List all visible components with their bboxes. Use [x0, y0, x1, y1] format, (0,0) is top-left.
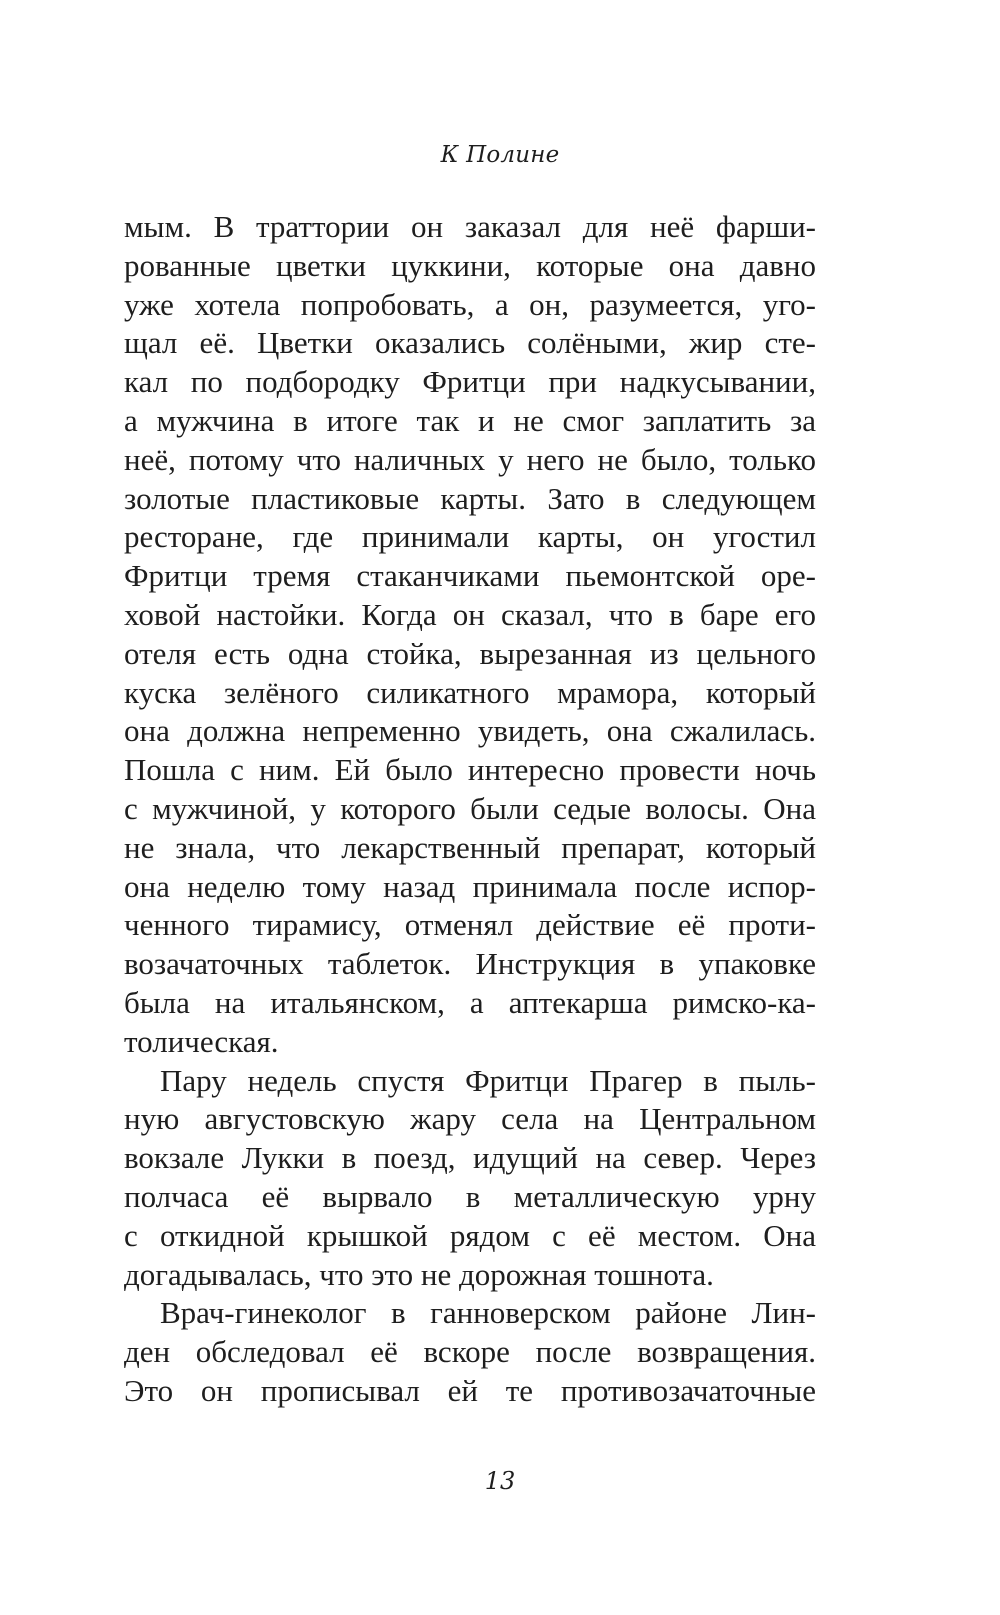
- text-line: а мужчина в итоге так и не смог заплатить за: [124, 402, 816, 438]
- paragraph-first-line: Пару недель спустя Фритци Прагер в пыль-: [160, 1062, 816, 1098]
- body-text: [124, 208, 816, 1411]
- paragraph-end-line: толическая.: [124, 1023, 279, 1059]
- text-line: щал её. Цветки оказались солёными, жир сте-: [124, 325, 816, 361]
- text-line: Пошла с ним. Ей было интересно провести ночь: [124, 752, 816, 788]
- text-line: ховой настойки. Когда он сказал, что в баре его: [124, 596, 816, 632]
- text-line: она неделю тому назад принимала после испор-: [124, 868, 816, 904]
- text-line: полчаса её вырвало в металлическую урну: [124, 1178, 816, 1214]
- text-line: ресторане, где принимали карты, он угостил: [124, 519, 816, 555]
- text-line: Это он прописывал ей те противозачаточные: [124, 1372, 816, 1408]
- text-line: уже хотела попробовать, а он, разумеется, уго-: [124, 286, 816, 322]
- text-line: кал по подбородку Фритци при надкусывании,: [124, 364, 816, 400]
- text-line: возачаточных таблеток. Инструкция в упаковке: [124, 946, 816, 982]
- running-head: К Полине: [440, 142, 560, 168]
- text-line: она должна непременно увидеть, она сжалилась.: [124, 713, 816, 749]
- text-line: с мужчиной, у которого были седые волосы. Она: [124, 790, 816, 826]
- text-line: ден обследовал её вскоре после возвращения.: [124, 1334, 816, 1370]
- text-line: неё, потому что наличных у него не было, только: [124, 441, 816, 477]
- paragraph-first-line: Врач-гинеколог в ганноверском районе Лин-: [160, 1295, 816, 1331]
- page-number: 13: [484, 1467, 516, 1495]
- text-line: ную августовскую жару села на Центральном: [124, 1101, 816, 1137]
- text-line: куска зелёного силикатного мрамора, который: [124, 674, 816, 710]
- text-line: была на итальянском, а аптекарша римско-ка-: [124, 984, 816, 1020]
- text-line: отеля есть одна стойка, вырезанная из цельного: [124, 635, 816, 671]
- text-line: не знала, что лекарственный препарат, который: [124, 829, 816, 865]
- text-line: с откидной крышкой рядом с её местом. Она: [124, 1217, 816, 1253]
- text-line: рованные цветки цуккини, которые она давно: [124, 247, 816, 283]
- text-line: Фритци тремя стаканчиками пьемонтской оре-: [124, 558, 816, 594]
- text-line: мым. В траттории он заказал для неё фарши-: [124, 209, 816, 244]
- text-line: ченного тирамису, отменял действие её проти-: [124, 907, 816, 943]
- paragraph-end-line: догадывалась, что это не дорожная тошнота.: [124, 1256, 714, 1292]
- text-line: вокзале Лукки в поезд, идущий на север. Через: [124, 1140, 816, 1176]
- text-line: золотые пластиковые карты. Зато в следующем: [124, 480, 816, 516]
